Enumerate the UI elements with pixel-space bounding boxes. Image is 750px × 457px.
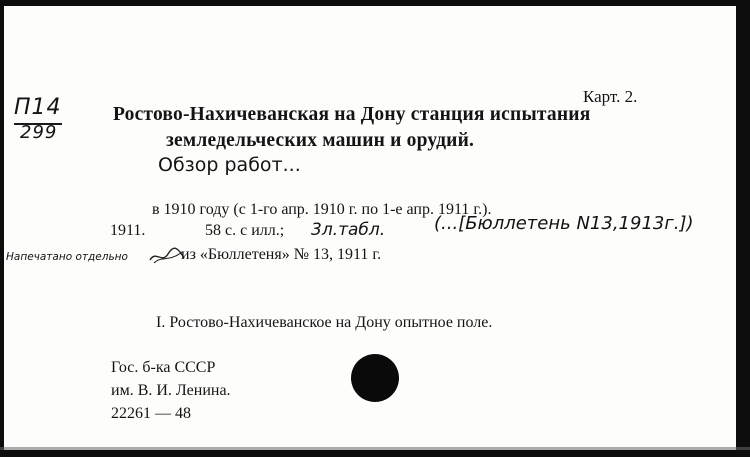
library-stamp-line-3: 22261 — 48 (111, 405, 191, 422)
margin-handwriting: Напечатано отдельно (6, 251, 128, 263)
handwritten-tables-note: 3л.табл. (311, 220, 386, 240)
scan-border-top (0, 0, 750, 6)
publication-year: 1911. (110, 222, 146, 239)
period-line: в 1910 году (с 1-го апр. 1910 г. по 1-е апр. 1911 г.). (152, 201, 492, 218)
library-stamp-line-1: Гос. б-ка СССР (111, 359, 216, 376)
library-stamp-line-2: им. В. И. Ленина. (111, 382, 231, 399)
series-line: I. Ростово-Нахичеванское на Дону опытное поле. (156, 314, 493, 331)
shelf-mark-top: П14 (14, 95, 62, 120)
card-number: Карт. 2. (583, 87, 638, 106)
pagination: 58 с. с илл.; (205, 222, 285, 239)
title-line-1: Ростово-Нахичеванская на Дону станция испытания (113, 104, 591, 125)
scan-border-bottom (0, 450, 750, 457)
scan-border-right (736, 0, 750, 457)
source-line: из «Бюллетеня» № 13, 1911 г. (181, 246, 382, 263)
title-line-2: земледельческих машин и орудий. (166, 130, 475, 151)
shelf-mark-bottom: 299 (20, 122, 58, 143)
punch-hole (351, 354, 399, 402)
subtitle: Обзор работ... (158, 154, 301, 176)
scan-border-left (0, 0, 4, 457)
handwritten-bulletin-note: (...[Бюллетень N13,1913г.]) (434, 213, 694, 234)
